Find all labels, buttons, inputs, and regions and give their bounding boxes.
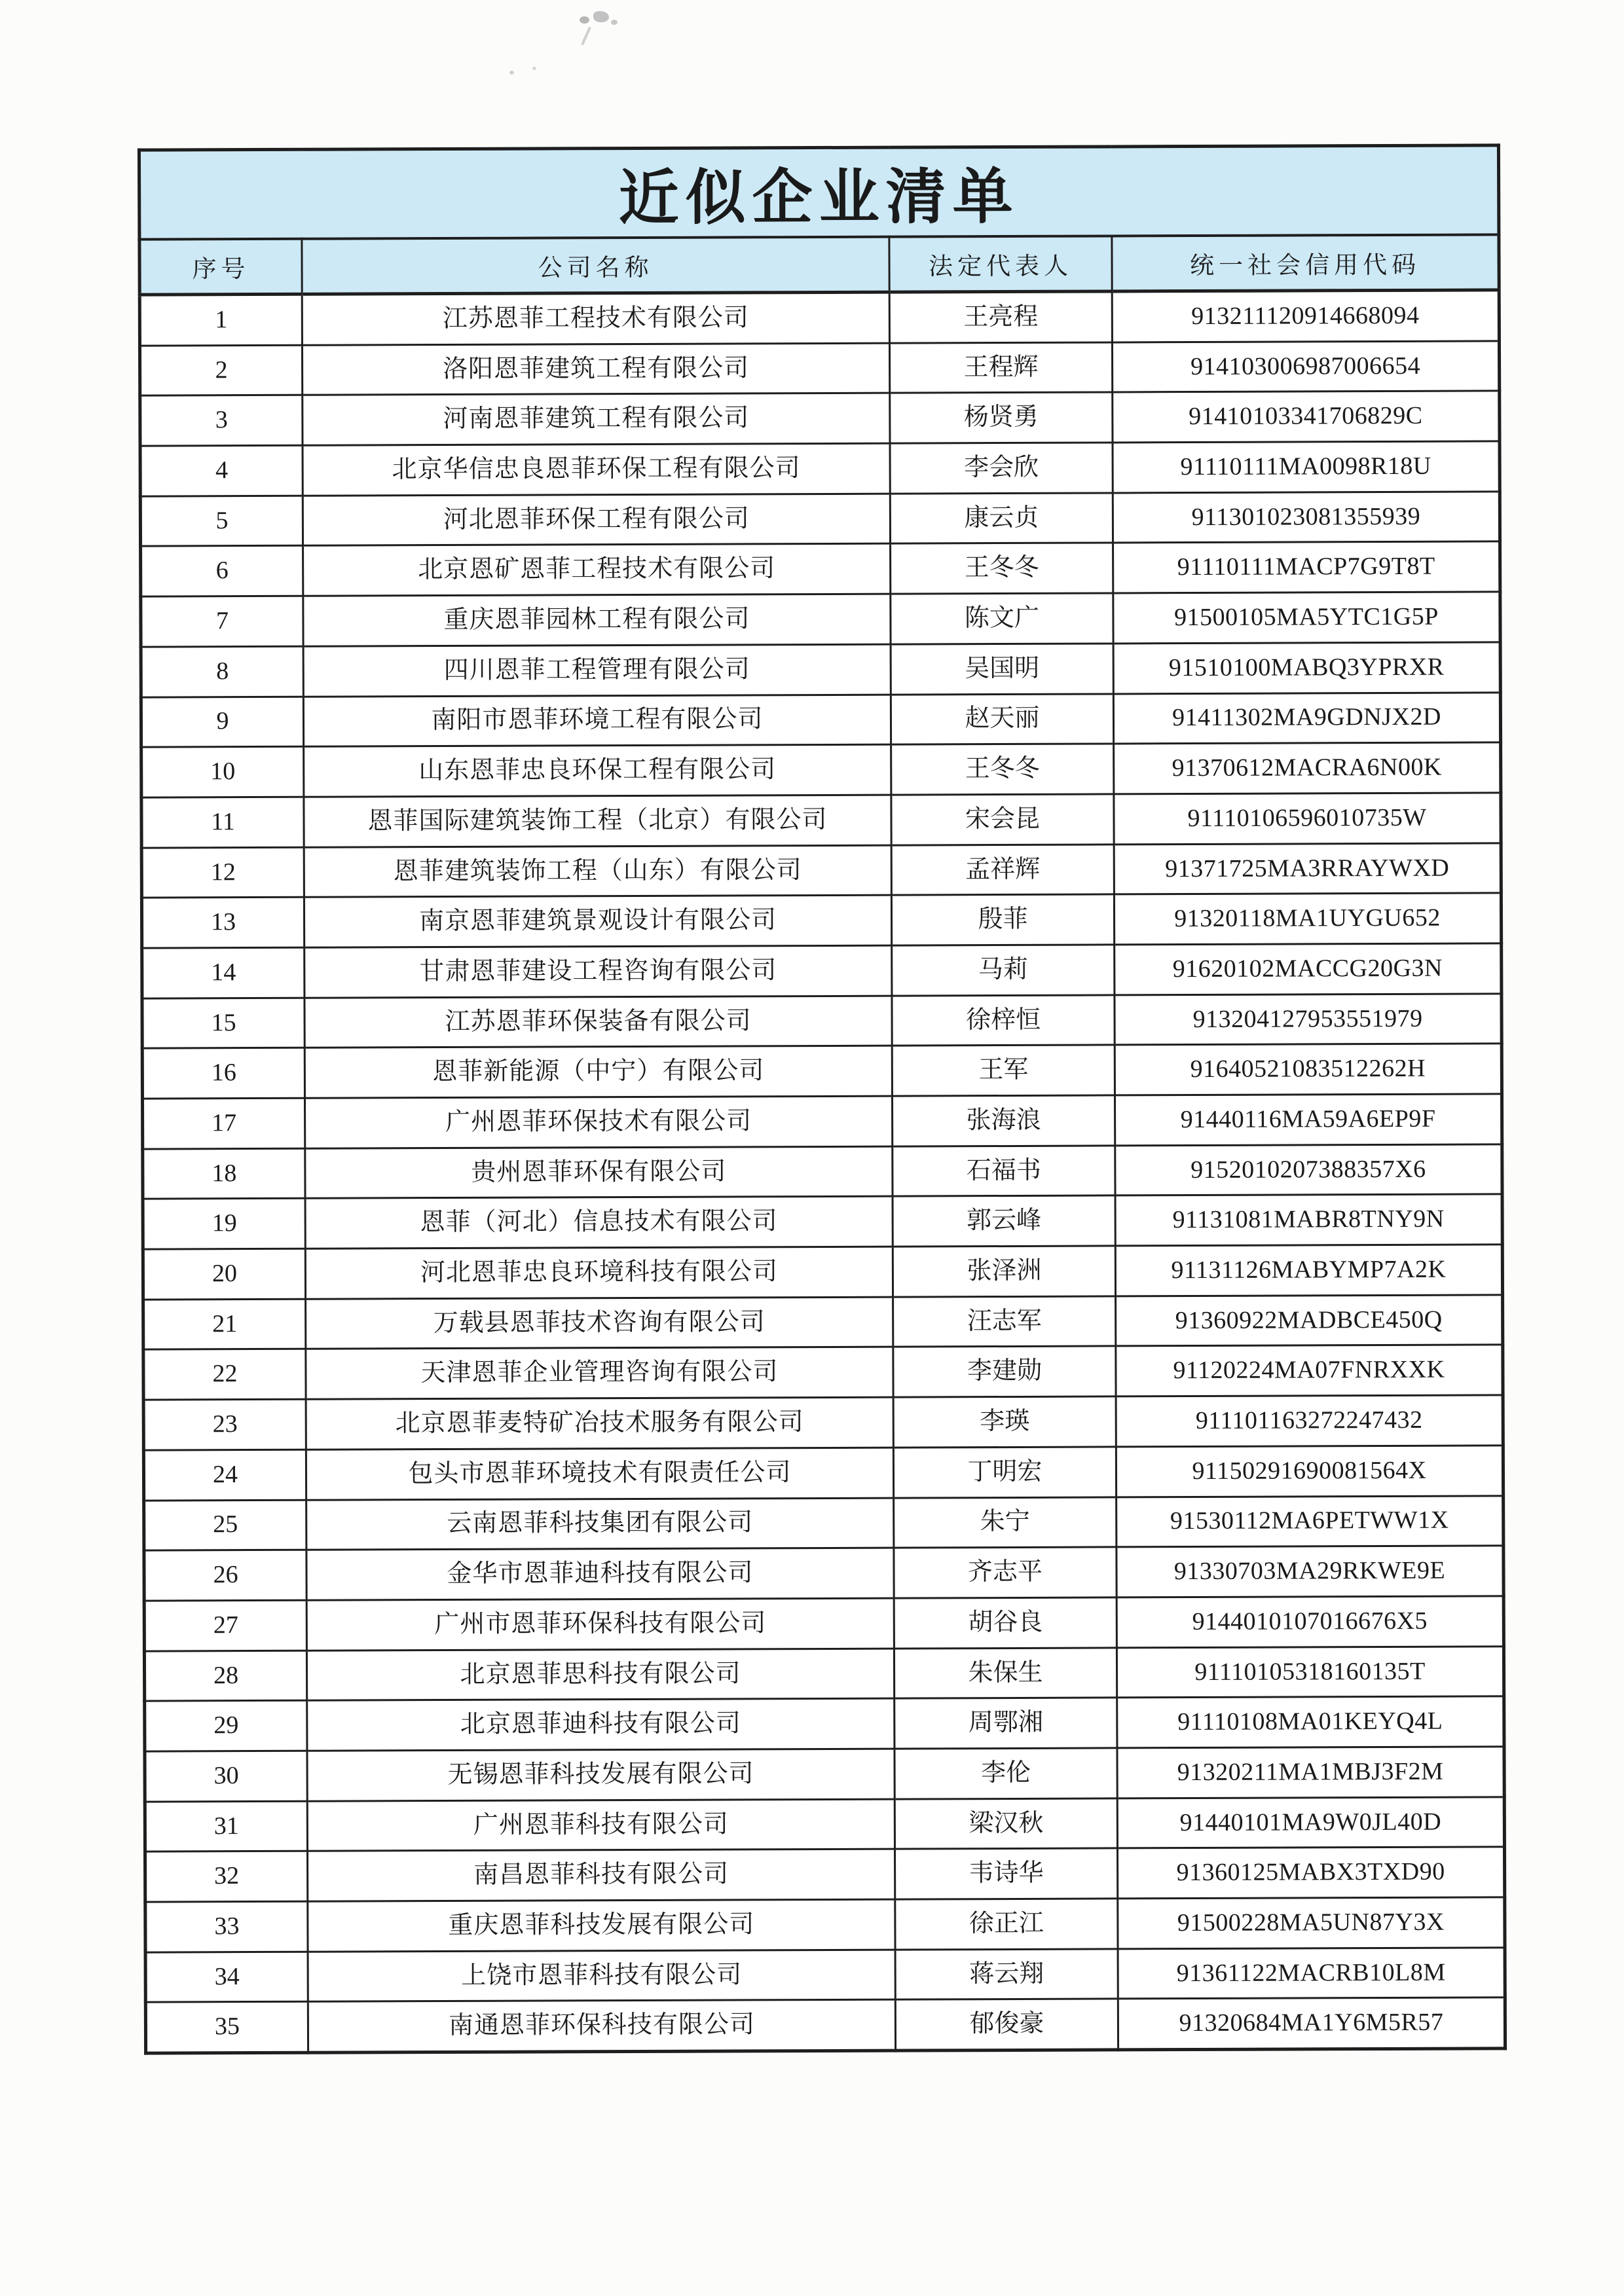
table-row (141, 893, 1501, 948)
table-row (144, 1596, 1504, 1651)
cell-company-name: 山东恩菲忠良环保工程有限公司 (304, 744, 891, 797)
cell-credit-code: 91620102MACCG20G3N (1115, 943, 1502, 995)
cell-credit-code: 91440116MA59A6EP9F (1115, 1094, 1502, 1146)
cell-legal-representative: 马莉 (892, 945, 1115, 996)
cell-credit-code: 91640521083512262H (1115, 1044, 1502, 1095)
cell-legal-representative: 李伦 (895, 1748, 1117, 1799)
cell-credit-code: 914103006987006654 (1112, 341, 1499, 393)
cell-company-name: 北京恩菲麦特矿冶技术服务有限公司 (306, 1397, 893, 1449)
cell-credit-code: 91110111MA0098R18U (1113, 441, 1500, 493)
scan-speckle (509, 71, 514, 75)
cell-credit-code: 91131081MABR8TNY9N (1115, 1194, 1502, 1246)
cell-company-name: 江苏恩菲环保装备有限公司 (304, 996, 892, 1048)
table-row (143, 1446, 1503, 1501)
cell-legal-representative: 孟祥辉 (891, 845, 1114, 896)
cell-serial-number: 28 (144, 1650, 306, 1702)
cell-credit-code: 91510100MABQ3YPRXR (1113, 642, 1500, 694)
cell-credit-code: 91150291690081564X (1116, 1446, 1503, 1497)
cell-company-name: 恩菲建筑装饰工程（山东）有限公司 (304, 845, 891, 898)
cell-company-name: 重庆恩菲科技发展有限公司 (308, 1899, 895, 1952)
cell-legal-representative: 胡谷良 (894, 1597, 1116, 1649)
cell-serial-number: 26 (144, 1550, 306, 1601)
table-row (140, 391, 1500, 446)
table-row (145, 1997, 1505, 2053)
table-row (143, 1395, 1503, 1450)
cell-company-name: 江苏恩菲工程技术有限公司 (302, 292, 889, 345)
table-row (143, 1194, 1502, 1249)
cell-legal-representative: 韦诗华 (895, 1848, 1117, 1899)
cell-serial-number: 15 (142, 998, 304, 1049)
cell-credit-code: 9144010107016676X5 (1116, 1596, 1504, 1648)
cell-company-name: 恩菲（河北）信息技术有限公司 (305, 1197, 893, 1249)
table-row (140, 492, 1500, 547)
column-header-row (139, 234, 1499, 295)
table-row (142, 943, 1502, 998)
table-row (142, 1094, 1502, 1149)
cell-legal-representative: 石福书 (893, 1146, 1115, 1197)
cell-serial-number: 9 (141, 697, 303, 748)
cell-company-name: 北京华信忠良恩菲环保工程有限公司 (303, 443, 890, 496)
cell-serial-number: 10 (141, 746, 304, 797)
table-row (139, 341, 1499, 396)
cell-company-name: 广州恩菲科技有限公司 (307, 1799, 895, 1851)
cell-serial-number: 20 (143, 1248, 305, 1300)
scan-speckle (593, 11, 609, 22)
table-row (143, 1295, 1503, 1350)
cell-credit-code: 91320684MA1Y6M5R57 (1118, 1997, 1505, 2050)
cell-serial-number: 8 (141, 646, 303, 697)
cell-company-name: 无锡恩菲科技发展有限公司 (307, 1749, 895, 1801)
title-row (139, 145, 1498, 240)
cell-company-name: 洛阳恩菲建筑工程有限公司 (302, 343, 889, 395)
scan-speckle (532, 67, 536, 70)
cell-legal-representative: 朱保生 (894, 1647, 1116, 1698)
cell-serial-number: 2 (139, 345, 302, 396)
cell-company-name: 恩菲新能源（中宁）有限公司 (304, 1046, 892, 1098)
cell-legal-representative: 齐志平 (894, 1547, 1116, 1598)
cell-company-name: 河北恩菲忠良环境科技有限公司 (305, 1247, 893, 1299)
cell-company-name: 万载县恩菲技术咨询有限公司 (306, 1297, 893, 1349)
cell-legal-representative: 郁俊豪 (895, 1999, 1118, 2050)
table-row (144, 1495, 1504, 1550)
table-row (144, 1646, 1504, 1701)
cell-legal-representative: 李会欣 (890, 443, 1113, 494)
cell-legal-representative: 梁汉秋 (895, 1798, 1117, 1850)
cell-credit-code: 91500105MA5YTC1G5P (1113, 592, 1500, 644)
table-body (139, 290, 1505, 2053)
cell-credit-code: 91110111MACP7G9T8T (1113, 541, 1500, 593)
cell-serial-number: 19 (143, 1199, 305, 1250)
cell-serial-number: 21 (143, 1299, 306, 1350)
cell-company-name: 金华市恩菲迪科技有限公司 (306, 1548, 894, 1600)
cell-legal-representative: 徐梓恒 (892, 995, 1115, 1046)
table-row (145, 1696, 1504, 1751)
cell-legal-representative: 王程辉 (889, 342, 1112, 393)
table-row (141, 742, 1501, 797)
col-header-legal-representative: 法定代表人 (889, 236, 1112, 292)
cell-legal-representative: 朱宁 (894, 1497, 1116, 1548)
cell-serial-number: 24 (143, 1449, 306, 1501)
cell-credit-code: 913204127953551979 (1115, 994, 1502, 1046)
cell-serial-number: 35 (145, 2002, 308, 2054)
table-row (145, 1897, 1505, 1952)
cell-legal-representative: 王冬冬 (891, 744, 1114, 795)
cell-credit-code: 911101163272247432 (1116, 1395, 1503, 1447)
cell-legal-representative: 宋会昆 (891, 794, 1114, 845)
cell-company-name: 南阳市恩菲环境工程有限公司 (303, 695, 891, 747)
table-row (141, 592, 1500, 647)
cell-company-name: 包头市恩菲环境技术有限责任公司 (306, 1448, 893, 1500)
scan-speckle (581, 26, 591, 45)
table-head (139, 145, 1499, 295)
table-row (141, 843, 1501, 898)
cell-legal-representative: 殷菲 (891, 894, 1114, 945)
cell-credit-code: 91530112MA6PETWW1X (1116, 1495, 1504, 1547)
table-row (139, 290, 1499, 346)
cell-legal-representative: 赵天丽 (891, 693, 1113, 744)
cell-company-name: 贵州恩菲环保有限公司 (305, 1146, 893, 1199)
table-title: 近似企业清单 (139, 145, 1498, 240)
table-row (140, 441, 1500, 496)
cell-company-name: 北京恩矿恩菲工程技术有限公司 (303, 544, 891, 596)
cell-legal-representative: 郭云峰 (893, 1195, 1115, 1247)
cell-legal-representative: 蒋云翔 (895, 1949, 1118, 2000)
similar-companies-table (138, 143, 1507, 2054)
cell-serial-number: 33 (145, 1901, 308, 1952)
cell-credit-code: 91500228MA5UN87Y3X (1118, 1897, 1505, 1949)
cell-legal-representative: 张泽洲 (893, 1246, 1115, 1297)
cell-serial-number: 32 (145, 1851, 308, 1903)
cell-serial-number: 22 (143, 1349, 306, 1400)
table-row (143, 1245, 1502, 1300)
cell-serial-number: 27 (144, 1600, 306, 1651)
table-row (143, 1345, 1503, 1400)
cell-credit-code: 91361122MACRB10L8M (1118, 1948, 1505, 1999)
table-row (141, 541, 1500, 596)
table-row (145, 1747, 1504, 1802)
cell-company-name: 广州恩菲环保技术有限公司 (304, 1096, 892, 1148)
cell-serial-number: 34 (145, 1952, 308, 2003)
table-row (145, 1847, 1505, 1902)
cell-company-name: 南昌恩菲科技有限公司 (308, 1849, 895, 1901)
col-header-serial-number: 序号 (139, 239, 302, 295)
cell-credit-code: 91371725MA3RRAYWXD (1114, 843, 1501, 894)
cell-company-name: 四川恩菲工程管理有限公司 (303, 644, 891, 697)
cell-serial-number: 14 (142, 947, 304, 998)
cell-serial-number: 13 (141, 898, 304, 949)
cell-credit-code: 913211120914668094 (1112, 290, 1499, 342)
cell-serial-number: 30 (145, 1751, 307, 1802)
cell-credit-code: 91320211MA1MBJ3F2M (1117, 1747, 1504, 1798)
table-row (141, 692, 1500, 747)
cell-legal-representative: 李建勋 (893, 1346, 1116, 1397)
cell-serial-number: 16 (142, 1048, 304, 1099)
cell-company-name: 河北恩菲环保工程有限公司 (303, 494, 890, 546)
cell-credit-code: 91411302MA9GDNJX2D (1113, 692, 1500, 744)
cell-legal-representative: 吴国明 (891, 644, 1113, 695)
cell-company-name: 云南恩菲科技集团有限公司 (306, 1498, 894, 1550)
cell-credit-code: 91120224MA07FNRXXK (1116, 1345, 1503, 1396)
cell-credit-code: 91360125MABX3TXD90 (1117, 1847, 1504, 1899)
cell-company-name: 重庆恩菲园林工程有限公司 (303, 594, 891, 646)
cell-serial-number: 5 (140, 496, 303, 547)
col-header-credit-code: 统一社会信用代码 (1112, 234, 1499, 291)
cell-company-name: 甘肃恩菲建设工程咨询有限公司 (304, 945, 892, 998)
cell-legal-representative: 陈文广 (891, 593, 1113, 644)
cell-legal-representative: 杨贤勇 (890, 392, 1113, 443)
cell-company-name: 广州市恩菲环保科技有限公司 (306, 1598, 894, 1650)
cell-credit-code: 91110106596010735W (1114, 793, 1501, 845)
table-row (141, 793, 1501, 848)
table-row (142, 1044, 1502, 1099)
cell-serial-number: 25 (144, 1500, 306, 1551)
cell-serial-number: 29 (145, 1701, 307, 1752)
cell-serial-number: 4 (140, 445, 303, 496)
cell-legal-representative: 王亮程 (889, 291, 1112, 343)
cell-credit-code: 911301023081355939 (1113, 492, 1500, 543)
cell-serial-number: 31 (145, 1801, 307, 1852)
cell-serial-number: 18 (143, 1148, 305, 1199)
cell-legal-representative: 周鄂湘 (895, 1698, 1117, 1749)
cell-credit-code: 91370612MACRA6N00K (1114, 742, 1501, 794)
cell-legal-representative: 汪志军 (893, 1296, 1116, 1347)
cell-serial-number: 17 (142, 1098, 304, 1149)
cell-serial-number: 1 (139, 294, 302, 346)
cell-serial-number: 11 (141, 797, 304, 848)
cell-legal-representative: 王军 (892, 1045, 1115, 1096)
cell-credit-code: 91320118MA1UYGU652 (1114, 893, 1501, 945)
cell-serial-number: 12 (141, 847, 304, 898)
cell-company-name: 河南恩菲建筑工程有限公司 (303, 393, 890, 446)
cell-legal-representative: 丁明宏 (893, 1447, 1116, 1498)
cell-legal-representative: 张海浪 (892, 1095, 1115, 1146)
cell-company-name: 南京恩菲建筑景观设计有限公司 (304, 895, 891, 947)
cell-company-name: 恩菲国际建筑装饰工程（北京）有限公司 (304, 795, 891, 847)
cell-company-name: 上饶市恩菲科技有限公司 (308, 1950, 895, 2002)
table-row (142, 994, 1502, 1049)
cell-serial-number: 23 (143, 1399, 306, 1450)
table-row (145, 1948, 1505, 2003)
table-row (144, 1546, 1504, 1601)
cell-credit-code: 91110105318160135T (1116, 1646, 1504, 1698)
cell-company-name: 北京恩菲迪科技有限公司 (307, 1698, 895, 1751)
scan-speckle (611, 20, 618, 25)
cell-serial-number: 3 (140, 395, 303, 446)
cell-legal-representative: 李瑛 (893, 1396, 1116, 1448)
cell-legal-representative: 徐正江 (895, 1899, 1118, 1950)
cell-legal-representative: 康云贞 (890, 493, 1113, 544)
cell-credit-code: 9152010207388357X6 (1115, 1144, 1502, 1196)
cell-credit-code: 91360922MADBCE450Q (1116, 1295, 1503, 1347)
table-row (145, 1796, 1504, 1851)
cell-serial-number: 7 (141, 596, 303, 647)
cell-company-name: 南通恩菲环保科技有限公司 (308, 1999, 895, 2052)
col-header-company-name: 公司名称 (302, 237, 889, 295)
cell-credit-code: 91330703MA29RKWE9E (1116, 1546, 1504, 1597)
cell-legal-representative: 王冬冬 (891, 543, 1113, 594)
cell-credit-code: 91110108MA01KEYQ4L (1117, 1696, 1504, 1748)
table-row (143, 1144, 1502, 1199)
cell-credit-code: 91440101MA9W0JL40D (1117, 1796, 1504, 1848)
cell-credit-code: 91131126MABYMP7A2K (1115, 1245, 1502, 1296)
scan-speckle (580, 16, 589, 24)
table-row (141, 642, 1500, 697)
cell-serial-number: 6 (141, 546, 303, 597)
cell-company-name: 北京恩菲思科技有限公司 (306, 1649, 894, 1701)
cell-credit-code: 91410103341706829C (1113, 391, 1500, 443)
cell-company-name: 天津恩菲企业管理咨询有限公司 (306, 1347, 893, 1400)
